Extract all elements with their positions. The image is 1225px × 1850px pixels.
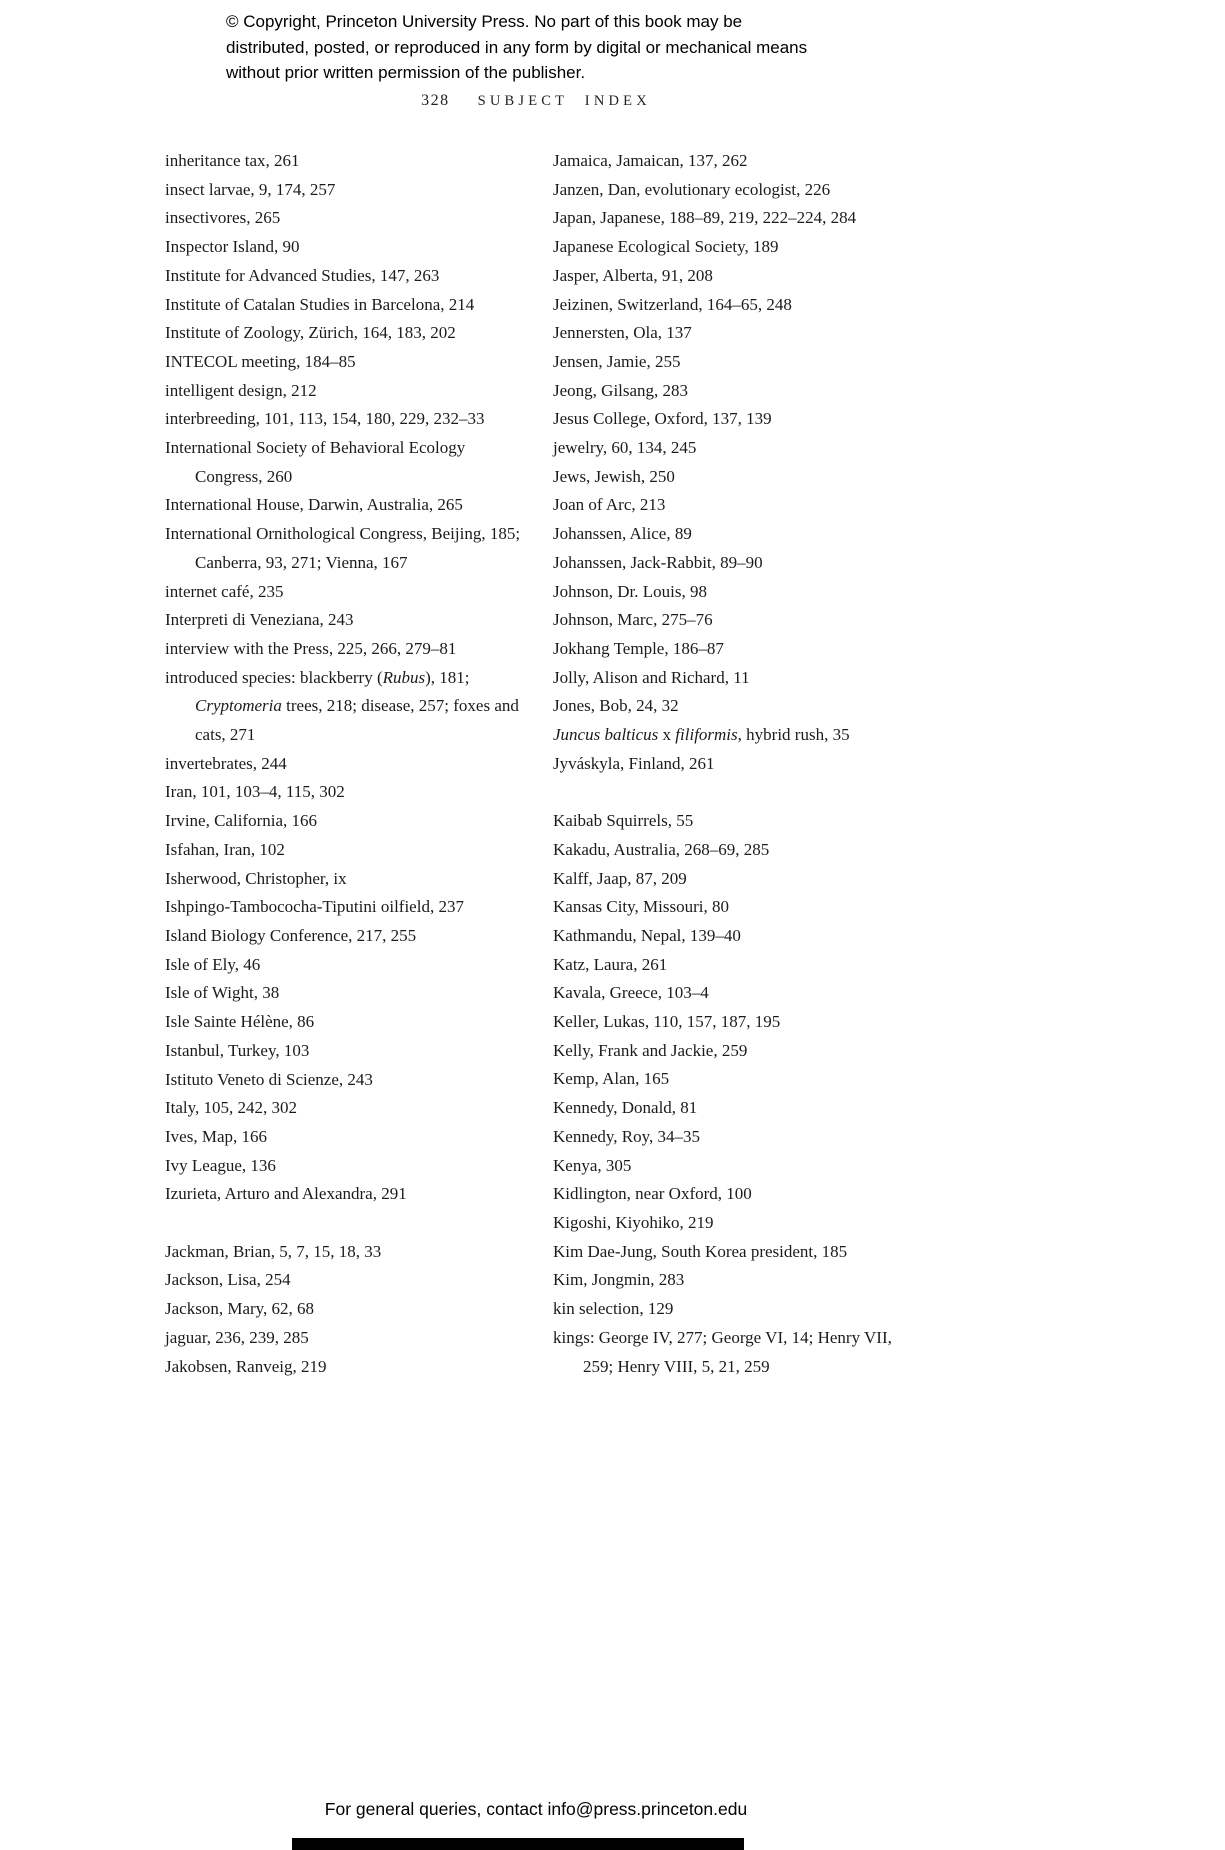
index-entry: Kennedy, Roy, 34–35 — [553, 1126, 700, 1146]
index-entry: Kelly, Frank and Jackie, 259 — [553, 1040, 748, 1060]
index-entry: inheritance tax, 261 — [165, 151, 300, 170]
index-entry: Irvine, California, 166 — [165, 811, 318, 831]
index-entry: insectivores, 265 — [165, 208, 281, 228]
index-entry: Johanssen, Alice, 89 — [553, 524, 692, 544]
index-entry: International House, Darwin, Australia, 265 — [165, 495, 463, 515]
index-group — [553, 147, 923, 778]
index-entry: Kennedy, Donald, 81 — [553, 1098, 698, 1118]
index-entry: Juncus balticus x filiformis, hybrid rush, 35 — [553, 725, 850, 745]
index-group — [165, 147, 535, 1209]
index-entry: Jakobsen, Ranveig, 219 — [165, 1356, 327, 1376]
index-entry: International Ornithological Congress, Beijing, 185; Canberra, 93, 271; Vienna, 167 — [165, 524, 521, 572]
index-entry: Isherwood, Christopher, ix — [165, 868, 347, 888]
index-entry: invertebrates, 244 — [165, 753, 287, 773]
index-entry: insect larvae, 9, 174, 257 — [165, 179, 336, 199]
index-entry: Jones, Bob, 24, 32 — [553, 696, 679, 716]
index-entry: Isle of Ely, 46 — [165, 954, 261, 974]
index-entry: Institute of Zoology, Zürich, 164, 183, 202 — [165, 323, 456, 343]
index-entry: Jamaica, Jamaican, 137, 262 — [553, 151, 748, 170]
index-entry: Ishpingo-Tambococha-Tiputini oilfield, 237 — [165, 897, 464, 917]
index-entry: International Society of Behavioral Ecology Congress, 260 — [165, 438, 466, 486]
index-entry: Italy, 105, 242, 302 — [165, 1098, 298, 1118]
index-group — [553, 807, 923, 1381]
index-entry: introduced species: blackberry (Rubus), 181; Cryptomeria trees, 218; disease, 257; foxes and cats, 271 — [165, 667, 519, 745]
index-entry: Kenya, 305 — [553, 1155, 632, 1175]
index-entry: interview with the Press, 225, 266, 279–81 — [165, 638, 457, 658]
index-entry: interbreeding, 101, 113, 154, 180, 229, 232–33 — [165, 409, 485, 429]
index-entry: jewelry, 60, 134, 245 — [553, 438, 697, 458]
index-entry: Jeizinen, Switzerland, 164–65, 248 — [553, 294, 792, 314]
index-entry: Johnson, Marc, 275–76 — [553, 610, 713, 630]
index-entry: Isfahan, Iran, 102 — [165, 839, 285, 859]
index-column-left — [165, 147, 535, 1381]
index-entry: Jackson, Lisa, 254 — [165, 1270, 291, 1290]
index-entry: Jensen, Jamie, 255 — [553, 351, 681, 371]
index-entry: INTECOL meeting, 184–85 — [165, 351, 356, 371]
index-entry: Keller, Lukas, 110, 157, 187, 195 — [553, 1012, 781, 1032]
index-entry: Kalff, Jaap, 87, 209 — [553, 868, 687, 888]
running-head — [165, 92, 907, 110]
index-entry: jaguar, 236, 239, 285 — [165, 1327, 309, 1347]
index-entry: Jennersten, Ola, 137 — [553, 323, 692, 343]
index-entry: Jesus College, Oxford, 137, 139 — [553, 409, 772, 429]
index-entry: Institute of Catalan Studies in Barcelona, 214 — [165, 294, 475, 314]
index-entry: Jokhang Temple, 186–87 — [553, 638, 724, 658]
index-entry: Jackman, Brian, 5, 7, 15, 18, 33 — [165, 1241, 382, 1261]
index-column-right — [553, 147, 923, 1381]
index-entry: Isle Sainte Hélène, 86 — [165, 1012, 315, 1032]
index-entry: Janzen, Dan, evolutionary ecologist, 226 — [553, 179, 831, 199]
footer-contact: For general queries, contact info@press.princeton.edu — [324, 1799, 748, 1819]
index-entry: Japanese Ecological Society, 189 — [553, 237, 779, 257]
index-entry: kin selection, 129 — [553, 1299, 674, 1319]
index-entry: Kavala, Greece, 103–4 — [553, 983, 709, 1003]
index-entry: kings: George IV, 277; George VI, 14; Henry VII, 259; Henry VIII, 5, 21, 259 — [553, 1327, 892, 1376]
index-entry: Jackson, Mary, 62, 68 — [165, 1299, 315, 1319]
index-entry: Ives, Map, 166 — [165, 1126, 267, 1146]
index-entry: intelligent design, 212 — [165, 380, 317, 400]
index-entry: Kim, Jongmin, 283 — [553, 1270, 685, 1290]
index-entry: Inspector Island, 90 — [165, 237, 300, 257]
index-entry: Japan, Japanese, 188–89, 219, 222–224, 284 — [553, 208, 857, 228]
index-entry: Johnson, Dr. Louis, 98 — [553, 581, 707, 601]
index-entry: Isle of Wight, 38 — [165, 983, 280, 1003]
index-group — [165, 1238, 535, 1382]
index-entry: Ivy League, 136 — [165, 1155, 276, 1175]
index-entry: Kemp, Alan, 165 — [553, 1069, 670, 1089]
section-title: SUBJECT INDEX — [477, 93, 651, 109]
copyright-notice: © Copyright, Princeton University Press. No part of this book may be distributed, posted, or reproduced in any form by digital or mechanical means without prior written permission of the publisher. — [226, 12, 808, 82]
index-entry: Institute for Advanced Studies, 147, 263 — [165, 265, 440, 285]
index-entry: Kansas City, Missouri, 80 — [553, 897, 729, 917]
index-entry: Iran, 101, 103–4, 115, 302 — [165, 782, 345, 802]
index-entry: Izurieta, Arturo and Alexandra, 291 — [165, 1184, 407, 1204]
index-entry: Istanbul, Turkey, 103 — [165, 1040, 310, 1060]
index-entry: Jeong, Gilsang, 283 — [553, 380, 689, 400]
page-number: 328 — [421, 92, 450, 109]
index-entry: Katz, Laura, 261 — [553, 954, 668, 974]
index-entry: Jews, Jewish, 250 — [553, 466, 675, 486]
index-entry: Kathmandu, Nepal, 139–40 — [553, 925, 741, 945]
index-entry: Joan of Arc, 213 — [553, 495, 666, 515]
index-entry: Kigoshi, Kiyohiko, 219 — [553, 1213, 714, 1232]
scan-edge-bar — [292, 1838, 744, 1850]
index-entry: Interpreti di Veneziana, 243 — [165, 610, 354, 630]
index-entry: internet café, 235 — [165, 581, 284, 601]
index-entry: Kakadu, Australia, 268–69, 285 — [553, 839, 770, 859]
index-entry: Johanssen, Jack-Rabbit, 89–90 — [553, 552, 763, 572]
index-entry: Kim Dae-Jung, South Korea president, 185 — [553, 1241, 848, 1261]
index-entry: Jasper, Alberta, 91, 208 — [553, 265, 713, 285]
index-entry: Istituto Veneto di Scienze, 243 — [165, 1069, 373, 1089]
index-entry: Island Biology Conference, 217, 255 — [165, 925, 417, 945]
index-columns — [165, 147, 923, 1381]
index-entry: Jyváskyla, Finland, 261 — [553, 753, 715, 773]
index-entry: Jolly, Alison and Richard, 11 — [553, 667, 750, 687]
index-entry: Kidlington, near Oxford, 100 — [553, 1184, 752, 1204]
index-entry: Kaibab Squirrels, 55 — [553, 811, 694, 831]
